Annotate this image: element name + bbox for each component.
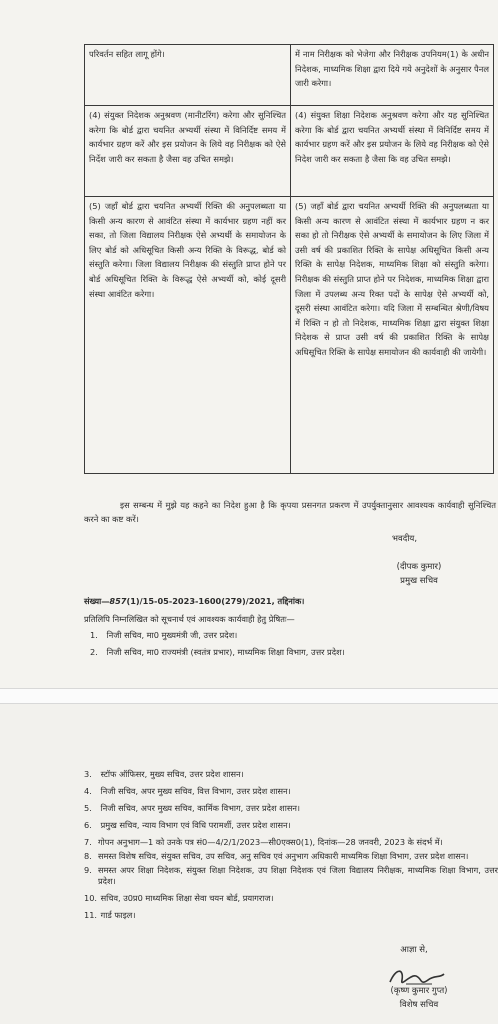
item-text: निजी सचिव, अपर मुख्य सचिव, कार्मिक विभाग, उत्तर प्रदेश शासन। <box>100 803 301 813</box>
item-number: 5. <box>84 803 92 813</box>
list-item <box>84 865 498 887</box>
item-text: समस्त अपर शिक्षा निदेशक, संयुक्त शिक्षा निदेशक, उप शिक्षा निदेशक एवं जिला विद्यालय निरीक्षक, माध्यमिक शिक्षा विभाग, उत्तर प्रदेश। <box>98 865 498 886</box>
closing-paragraph: इस सम्बन्ध में मुझे यह कहने का निदेश हुआ है कि कृपया प्रसनगत प्रकरण में उपर्युक्तानुसार आवश्यक कार्यवाही सुनिश्चित करने का कष्ट करें। <box>84 500 496 524</box>
reference-number <box>84 596 496 607</box>
copy-list-page2 <box>84 766 498 924</box>
reference-handwritten-number: 857 <box>109 596 127 606</box>
item-text: स्टॉफ ऑफिसर, मुख्य सचिव, उत्तर प्रदेश शासन। <box>100 769 244 779</box>
signatory-designation: प्रमुख सचिव <box>400 576 438 586</box>
table-cell-right: (5) जहाँ बोर्ड द्वारा चयनित अभ्यर्थी रिक्ति की अनुपलब्धता या किसी अन्य कारण से आवंटित संस्था में कार्यभार ग्रहण न कर सका हो तो निरीक्षक ऐसे अभ्यर्थी के समायोजन के लिए जिला में उसी वर्ष की प्रकाशित रिक्ति के सापेक्ष अधिसूचित किसी अन्य रिक्ति के सापेक्ष निदेशक, माध्यमिक शिक्षा को संस्तुति करेगा। निरीक्षक की संस्तुति प्राप्त होने पर निदेशक, माध्यमिक शिक्षा द्वारा जिला में उपलब्ध अन्य रिक्त पदों के सापेक्ष ऐसे अभ्यर्थी को, दूसरी संस्था आवंटित करेगा। यदि जिला में सम्बन्धित श्रेणी/विषय में रिक्ति न हो तो निदेशक, माध्यमिक शिक्षा द्वारा संयुक्त शिक्षा निदेशक से प्राप्त उसी वर्ष की प्रकाशित रिक्ति के सापेक्ष अधिसूचित रिक्ति के सापेक्ष समायोजन की कार्यवाही की जायेगी। <box>291 197 494 474</box>
list-item <box>84 783 498 800</box>
list-item <box>84 907 498 924</box>
item-number: 4. <box>84 786 92 796</box>
reference-label: संख्या— <box>84 596 110 606</box>
item-number: 11. <box>84 910 98 920</box>
item-number: 7. <box>84 837 92 847</box>
table-row <box>85 45 494 106</box>
page-separator <box>0 688 498 704</box>
item-text: समस्त विशेष सचिव, संयुक्त सचिव, उप सचिव, अनु सचिव एवं अनुभाग अधिकारी माध्यमिक शिक्षा विभाग, उत्तर प्रदेश शासन। <box>98 851 469 861</box>
copy-list-page1 <box>90 627 345 661</box>
signatory-name: (दीपक कुमार) <box>396 562 442 572</box>
signatory-name: (कृष्ण कुमार गुप्त) <box>390 986 448 996</box>
signatory-designation: विशेष सचिव <box>399 1000 439 1010</box>
item-text: निजी सचिव, अपर मुख्य सचिव, वित्त विभाग, उत्तर प्रदेश शासन। <box>100 786 291 796</box>
list-item <box>84 800 498 817</box>
reference-detail: (1)/15-05-2023-1600(279)/2021, तद्दिनांक। <box>126 596 305 606</box>
item-number: 9. <box>84 865 92 875</box>
table-cell-left: (5) जहाँ बोर्ड द्वारा चयनित अभ्यर्थी रिक्ति की अनुपलब्धता या किसी अन्य कारण से आवंटित संस्था में कार्यभार ग्रहण नहीं कर सका, तो जिला विद्यालय निरीक्षक ऐसे अभ्यर्थी के समायोजन के लिए बोर्ड को अधिसूचित किसी अन्य रिक्ति के विरूद्ध, बोर्ड को संस्तुति करेगा। जिला विद्यालय निरीक्षक की संस्तुति प्राप्त होने पर बोर्ड अधिसूचित रिक्ति के विरूद्ध ऐसे अभ्यर्थी को, कोई दूसरी संस्था आवंटित करेगा। <box>85 197 291 474</box>
list-item <box>90 627 345 644</box>
comparison-table <box>84 44 494 474</box>
item-text: सचिव, उ0प्र0 माध्यमिक शिक्षा सेवा चयन बोर्ड, प्रयागराज। <box>100 893 274 903</box>
table-cell-left: परिवर्तन सहित लागू होंगे। <box>85 45 291 106</box>
list-item <box>84 851 498 862</box>
table-cell-right: (4) संयुक्त शिक्षा निदेशक अनुश्रवण करेगा और यह सुनिश्चित करेगा कि बोर्ड द्वारा चयनित अभ्यर्थी संस्था में विनिर्दिष्ट समय में कार्यभार ग्रहण करें और इस प्रयोजन के लिये वह निरीक्षक को ऐसे निदेश जारी कर सकता है जैसा कि वह उचित समझे। <box>291 106 494 197</box>
item-text: निजी सचिव, मा0 मुख्यमंत्री जी, उत्तर प्रदेश। <box>106 630 238 640</box>
item-text: प्रमुख सचिव, न्याय विभाग एवं विधि परामर्शी, उत्तर प्रदेश शासन। <box>100 820 291 830</box>
by-order-text: आज्ञा से, <box>400 945 428 955</box>
list-item <box>84 837 498 848</box>
list-item <box>84 766 498 783</box>
list-item <box>90 644 345 661</box>
signature-closing: भवदीय, <box>392 534 418 544</box>
item-number: 1. <box>90 630 98 640</box>
item-number: 8. <box>84 851 92 861</box>
list-item <box>84 890 498 907</box>
item-number: 10. <box>84 893 98 903</box>
copy-intro: प्रतिलिपि निम्नलिखित को सूचनार्थ एवं आवश्यक कार्यवाही हेतु प्रेषितः— <box>84 614 295 624</box>
table-cell-left: (4) संयुक्त निदेशक अनुश्रवण (मानीटरिंग) करेगा और सुनिश्चित करेगा कि बोर्ड द्वारा चयनित अभ्यर्थी संस्था में विनिर्दिष्ट समय में कार्यभार ग्रहण करें और इस प्रयोजन के लिये वह निरीक्षक को ऐसे निर्देश जारी कर सकता है जैसा वह उचित समझे। <box>85 106 291 197</box>
item-number: 3. <box>84 769 92 779</box>
item-text: गार्ड फाइल। <box>100 910 136 920</box>
item-number: 2. <box>90 647 98 657</box>
table-row <box>85 106 494 197</box>
item-number: 6. <box>84 820 92 830</box>
list-item <box>84 817 498 834</box>
table-cell-right: में नाम निरीक्षक को भेजेगा और निरीक्षक उपनियम(1) के अधीन निदेशक, माध्यमिक शिक्षा द्वारा दिये गये अनुदेशों के अनुसार पैनल जारी करेगा। <box>291 45 494 106</box>
table-row <box>85 197 494 474</box>
item-text: गोपन अनुभाग—1 को उनके पत्र सं0—4/2/1/2023—सी0एक्स0(1), दिनांक—28 जनवरी, 2023 के संदर्भ में। <box>98 837 443 847</box>
item-text: निजी सचिव, मा0 राज्यमंत्री (स्वतंत्र प्रभार), माध्यमिक शिक्षा विभाग, उत्तर प्रदेश। <box>106 647 345 657</box>
